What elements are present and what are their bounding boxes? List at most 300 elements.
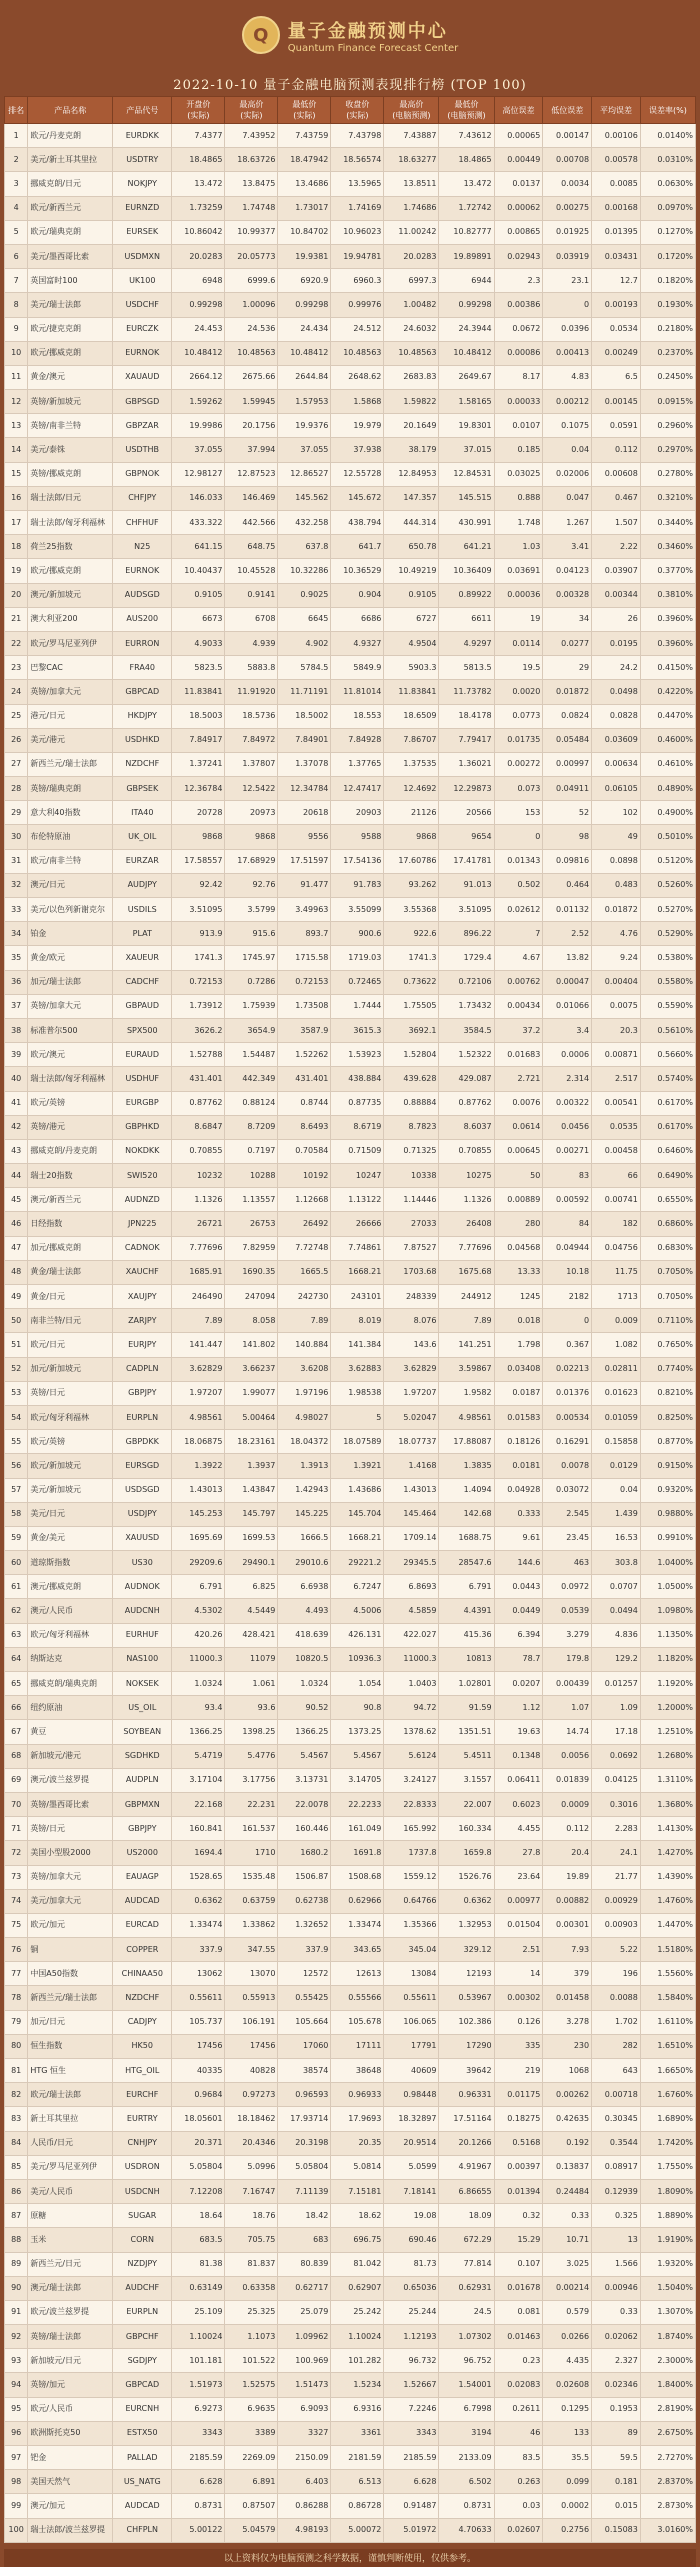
value-cell: 106.191 [225, 2010, 278, 2034]
rank-cell: 69 [5, 1768, 28, 1792]
value-cell: 1719.03 [331, 946, 384, 970]
value-cell: 1.13557 [225, 1188, 278, 1212]
product-code-cell: EURGBP [113, 1091, 172, 1115]
value-cell: 6.86655 [439, 2179, 494, 2203]
product-name-cell: 欧元/南非兰特 [28, 849, 113, 873]
value-cell: 0.70855 [172, 1139, 225, 1163]
value-cell: 1.3835 [439, 1454, 494, 1478]
value-cell: 91.477 [278, 873, 331, 897]
value-cell: 101.282 [331, 2349, 384, 2373]
rank-cell: 48 [5, 1260, 28, 1284]
value-cell: 96.752 [439, 2349, 494, 2373]
rank-cell: 70 [5, 1792, 28, 1816]
value-cell: 0.64766 [384, 1889, 439, 1913]
value-cell: 1.09962 [278, 2325, 331, 2349]
value-cell: 1.6650% [640, 2059, 695, 2083]
table-row [5, 1381, 696, 1405]
value-cell: 2.545 [543, 1502, 592, 1526]
value-cell: 0.0310% [640, 148, 695, 172]
table-row [5, 2373, 696, 2397]
value-cell: 0.87762 [172, 1091, 225, 1115]
value-cell: 0.01394 [494, 2179, 543, 2203]
value-cell: 19.9381 [278, 244, 331, 268]
value-cell: 22.2233 [331, 1792, 384, 1816]
rank-cell: 37 [5, 994, 28, 1018]
rank-cell: 98 [5, 2470, 28, 2494]
value-cell: 0.72153 [278, 970, 331, 994]
value-cell: 6645 [278, 607, 331, 631]
value-cell: 12.36784 [172, 777, 225, 801]
value-cell: 0.6362 [439, 1889, 494, 1913]
value-cell: 1.43847 [225, 1478, 278, 1502]
value-cell: 1245 [494, 1285, 543, 1309]
value-cell: 0.00065 [494, 124, 543, 148]
table-row [5, 946, 696, 970]
table-row [5, 2421, 696, 2445]
value-cell: 0.8250% [640, 1405, 695, 1429]
value-cell: 0.081 [494, 2300, 543, 2324]
value-cell: 2649.67 [439, 365, 494, 389]
value-cell: 1.5180% [640, 1938, 695, 1962]
value-cell: 24.6032 [384, 317, 439, 341]
value-cell: 0.112 [592, 438, 641, 462]
product-code-cell: FRA40 [113, 656, 172, 680]
product-code-cell: NOKSEK [113, 1672, 172, 1696]
value-cell: 672.29 [439, 2228, 494, 2252]
rank-cell: 35 [5, 946, 28, 970]
value-cell: 22.168 [172, 1792, 225, 1816]
value-cell: 6.9273 [172, 2397, 225, 2421]
value-cell: 0.009 [592, 1309, 641, 1333]
value-cell: 101.181 [172, 2349, 225, 2373]
value-cell: 0.03072 [543, 1478, 592, 1502]
value-cell: 0.5740% [640, 1067, 695, 1091]
value-cell: 19.08 [384, 2204, 439, 2228]
value-cell: 23.45 [543, 1526, 592, 1550]
logo-chinese-name: 量子金融预测中心 [287, 20, 448, 42]
product-name-cell: 纽约原油 [28, 1696, 113, 1720]
value-cell: 0.015 [592, 2494, 641, 2518]
value-cell: 38.179 [384, 438, 439, 462]
value-cell: 1715.58 [278, 946, 331, 970]
value-cell: 0.02006 [543, 462, 592, 486]
value-cell: 4.435 [543, 2349, 592, 2373]
value-cell: 4.455 [494, 1817, 543, 1841]
value-cell: 7.89 [172, 1309, 225, 1333]
value-cell: 0.63149 [172, 2276, 225, 2300]
table-row [5, 873, 696, 897]
value-cell: 6.6938 [278, 1575, 331, 1599]
value-cell: 0.0187 [494, 1381, 543, 1405]
product-name-cell: 中国A50指数 [28, 1962, 113, 1986]
value-cell: 9868 [384, 825, 439, 849]
product-name-cell: 标准普尔500 [28, 1018, 113, 1042]
value-cell: 13.8475 [225, 172, 278, 196]
value-cell: 2.3 [494, 269, 543, 293]
value-cell: 7.43952 [225, 124, 278, 148]
value-cell: 10338 [384, 1164, 439, 1188]
value-cell: 19 [494, 607, 543, 631]
value-cell: 25.079 [278, 2300, 331, 2324]
rank-cell: 75 [5, 1913, 28, 1937]
product-code-cell: AUDPLN [113, 1768, 172, 1792]
value-cell: 12.4692 [384, 777, 439, 801]
product-code-cell: GBPZAR [113, 414, 172, 438]
table-row [5, 1889, 696, 1913]
value-cell: 1.2680% [640, 1744, 695, 1768]
rank-cell: 86 [5, 2179, 28, 2203]
value-cell: 6611 [439, 607, 494, 631]
rank-cell: 8 [5, 293, 28, 317]
value-cell: 13.4686 [278, 172, 331, 196]
value-cell: 17456 [225, 2034, 278, 2058]
value-cell: 1.13122 [331, 1188, 384, 1212]
value-cell: 0.7650% [640, 1333, 695, 1357]
value-cell: 0.00193 [592, 293, 641, 317]
value-cell: 0.4150% [640, 656, 695, 680]
product-name-cell: 美元/加拿大元 [28, 1889, 113, 1913]
value-cell: 1.52575 [225, 2373, 278, 2397]
value-cell: 6.5 [592, 365, 641, 389]
value-cell: 18.6509 [384, 704, 439, 728]
value-cell: 0.0056 [543, 1744, 592, 1768]
value-cell: 11.00242 [384, 220, 439, 244]
table-row [5, 414, 696, 438]
value-cell: 1.37807 [225, 752, 278, 776]
value-cell: 3.51095 [172, 898, 225, 922]
value-cell: 19.89 [543, 1865, 592, 1889]
rank-cell: 54 [5, 1405, 28, 1429]
column-header: 误差率(%) [640, 97, 695, 124]
value-cell: 0.9910% [640, 1526, 695, 1550]
value-cell: 3343 [172, 2421, 225, 2445]
value-cell: 641.21 [439, 535, 494, 559]
product-name-cell: 加元/日元 [28, 2010, 113, 2034]
value-cell: 0.2960% [640, 414, 695, 438]
value-cell: 0.33 [592, 2300, 641, 2324]
value-cell: 165.992 [384, 1817, 439, 1841]
value-cell: 7.43798 [331, 124, 384, 148]
value-cell: 429.087 [439, 1067, 494, 1091]
table-row [5, 1309, 696, 1333]
value-cell: 37.938 [331, 438, 384, 462]
rank-cell: 88 [5, 2228, 28, 2252]
product-code-cell: CADPLN [113, 1357, 172, 1381]
value-cell: 1068 [543, 2059, 592, 2083]
product-code-cell: USDCNH [113, 2179, 172, 2203]
value-cell: 3.62829 [384, 1357, 439, 1381]
value-cell: 0.02062 [592, 2325, 641, 2349]
value-cell: 0.18275 [494, 2107, 543, 2131]
value-cell: 0.01583 [494, 1405, 543, 1429]
value-cell: 19.89891 [439, 244, 494, 268]
product-code-cell: CADCHF [113, 970, 172, 994]
rank-cell: 10 [5, 341, 28, 365]
value-cell: 38648 [331, 2059, 384, 2083]
rank-cell: 71 [5, 1817, 28, 1841]
value-cell: 3.6208 [278, 1357, 331, 1381]
value-cell: 80.839 [278, 2252, 331, 2276]
value-cell: 1.8890% [640, 2204, 695, 2228]
value-cell: 0.55913 [225, 1986, 278, 2010]
table-row [5, 317, 696, 341]
value-cell: 3.24127 [384, 1768, 439, 1792]
value-cell: 0.3544 [592, 2131, 641, 2155]
value-cell: 1.10024 [172, 2325, 225, 2349]
value-cell: 0.0140% [640, 124, 695, 148]
rank-cell: 17 [5, 511, 28, 535]
rank-cell: 33 [5, 898, 28, 922]
rank-cell: 40 [5, 1067, 28, 1091]
value-cell: 18.63277 [384, 148, 439, 172]
value-cell: 7.74861 [331, 1236, 384, 1260]
rank-cell: 22 [5, 631, 28, 655]
value-cell: 7 [494, 922, 543, 946]
value-cell: 5.4776 [225, 1744, 278, 1768]
rank-cell: 81 [5, 2059, 28, 2083]
column-header: 最高价 (实际) [225, 97, 278, 124]
value-cell: 18.06875 [172, 1430, 225, 1454]
rank-cell: 28 [5, 777, 28, 801]
rank-cell: 29 [5, 801, 28, 825]
product-name-cell: 道琼斯指数 [28, 1551, 113, 1575]
table-row [5, 2325, 696, 2349]
value-cell: 1.054 [331, 1672, 384, 1696]
value-cell: 23.1 [543, 269, 592, 293]
rank-cell: 78 [5, 1986, 28, 2010]
value-cell: 1351.51 [439, 1720, 494, 1744]
value-cell: 0.00946 [592, 2276, 641, 2300]
product-code-cell: USDILS [113, 898, 172, 922]
value-cell: 8.7209 [225, 1115, 278, 1139]
value-cell: 379 [543, 1962, 592, 1986]
value-cell: 0.88884 [384, 1091, 439, 1115]
value-cell: 0.0129 [592, 1454, 641, 1478]
value-cell: 303.8 [592, 1551, 641, 1575]
value-cell: 10232 [172, 1164, 225, 1188]
rank-cell: 23 [5, 656, 28, 680]
value-cell: 0.02213 [543, 1357, 592, 1381]
table-row [5, 656, 696, 680]
value-cell: 10.36529 [331, 559, 384, 583]
value-cell: 0.08917 [592, 2155, 641, 2179]
value-cell: 1.267 [543, 511, 592, 535]
table-row [5, 1696, 696, 1720]
value-cell: 2269.09 [225, 2446, 278, 2470]
value-cell: 2.517 [592, 1067, 641, 1091]
value-cell: 93.262 [384, 873, 439, 897]
value-cell: 0.03919 [543, 244, 592, 268]
product-name-cell: 澳元/波兰兹罗提 [28, 1768, 113, 1792]
product-name-cell: 港元/日元 [28, 704, 113, 728]
value-cell: 20.1756 [225, 414, 278, 438]
value-cell: 0.0498 [592, 680, 641, 704]
value-cell: 0.01683 [494, 1043, 543, 1067]
value-cell: 0.00036 [494, 583, 543, 607]
value-cell: 1.43686 [331, 1478, 384, 1502]
value-cell: 3.4 [543, 1018, 592, 1042]
value-cell: 20.4 [543, 1841, 592, 1865]
value-cell: 0.9105 [172, 583, 225, 607]
product-name-cell: 美元/新土耳其里拉 [28, 148, 113, 172]
product-code-cell: CORN [113, 2228, 172, 2252]
product-code-cell: SWI520 [113, 1164, 172, 1188]
value-cell: 1.52322 [439, 1043, 494, 1067]
value-cell: 0.30345 [592, 2107, 641, 2131]
value-cell: 145.515 [439, 486, 494, 510]
value-cell: 145.253 [172, 1502, 225, 1526]
value-cell: 0.888 [494, 486, 543, 510]
value-cell: 20.371 [172, 2131, 225, 2155]
value-cell: 5.4719 [172, 1744, 225, 1768]
product-code-cell: US2000 [113, 1841, 172, 1865]
value-cell: 11079 [225, 1647, 278, 1671]
rank-cell: 49 [5, 1285, 28, 1309]
product-code-cell: CHFPLN [113, 2518, 172, 2542]
value-cell: 1.0980% [640, 1599, 695, 1623]
value-cell: 0.00147 [543, 124, 592, 148]
value-cell: 7.15181 [331, 2179, 384, 2203]
value-cell: 1.73912 [172, 994, 225, 1018]
value-cell: 4.98561 [172, 1405, 225, 1429]
value-cell: 9.61 [494, 1526, 543, 1550]
value-cell: 0.483 [592, 873, 641, 897]
product-name-cell: 欧元/匈牙利福林 [28, 1623, 113, 1647]
rank-cell: 15 [5, 462, 28, 486]
value-cell: 19.94781 [331, 244, 384, 268]
value-cell: 52 [543, 801, 592, 825]
value-cell: 4.76 [592, 922, 641, 946]
value-cell: 0.87735 [331, 1091, 384, 1115]
value-cell: 0.72153 [172, 970, 225, 994]
value-cell: 0.0614 [494, 1115, 543, 1139]
value-cell: 1.7444 [331, 994, 384, 1018]
value-cell: 1.7420% [640, 2131, 695, 2155]
table-row [5, 1212, 696, 1236]
product-name-cell: 欧元/澳元 [28, 1043, 113, 1067]
value-cell: 1.33474 [172, 1913, 225, 1937]
rank-cell: 92 [5, 2325, 28, 2349]
value-cell: 641.7 [331, 535, 384, 559]
rank-cell: 36 [5, 970, 28, 994]
value-cell: 2.51 [494, 1938, 543, 1962]
value-cell: 133 [543, 2421, 592, 2445]
value-cell: 1.12668 [278, 1188, 331, 1212]
value-cell: 0.04944 [543, 1236, 592, 1260]
table-row [5, 438, 696, 462]
value-cell: 6997.3 [384, 269, 439, 293]
value-cell: 1.4470% [640, 1913, 695, 1937]
value-cell: 12.98127 [172, 462, 225, 486]
value-cell: 0.099 [543, 2470, 592, 2494]
value-cell: 0.0773 [494, 704, 543, 728]
column-header: 最低价 (实际) [278, 97, 331, 124]
value-cell: 1694.4 [172, 1841, 225, 1865]
value-cell: 3.62883 [331, 1357, 384, 1381]
table-row [5, 994, 696, 1018]
value-cell: 3626.2 [172, 1018, 225, 1042]
value-cell: 900.6 [331, 922, 384, 946]
value-cell: 145.464 [384, 1502, 439, 1526]
value-cell: 2.8370% [640, 2470, 695, 2494]
value-cell: 1.59945 [225, 390, 278, 414]
value-cell: 0.23 [494, 2349, 543, 2373]
value-cell: 0.55611 [172, 1986, 225, 2010]
product-code-cell: AUS200 [113, 607, 172, 631]
value-cell: 1378.62 [384, 1720, 439, 1744]
value-cell: 420.26 [172, 1623, 225, 1647]
value-cell: 1713 [592, 1285, 641, 1309]
value-cell: 5.4567 [278, 1744, 331, 1768]
value-cell: 7.84901 [278, 728, 331, 752]
value-cell: 3.279 [543, 1623, 592, 1647]
table-row [5, 293, 696, 317]
value-cell: 10.48412 [172, 341, 225, 365]
value-cell: 0.55566 [331, 1986, 384, 2010]
value-cell: 442.566 [225, 511, 278, 535]
value-cell: 0.02083 [494, 2373, 543, 2397]
value-cell: 81.837 [225, 2252, 278, 2276]
table-row [5, 172, 696, 196]
product-code-cell: AUDCNH [113, 1599, 172, 1623]
table-row [5, 1599, 696, 1623]
product-name-cell: 瑞士法郎/波兰兹罗提 [28, 2518, 113, 2542]
value-cell: 1.54001 [439, 2373, 494, 2397]
value-cell: 5903.3 [384, 656, 439, 680]
value-cell: 0.0137 [494, 172, 543, 196]
value-cell: 1.0500% [640, 1575, 695, 1599]
value-cell: 0.04756 [592, 1236, 641, 1260]
value-cell: 1.97207 [172, 1381, 225, 1405]
value-cell: 6.7998 [439, 2397, 494, 2421]
value-cell: 0.1720% [640, 244, 695, 268]
value-cell: 1675.68 [439, 1260, 494, 1284]
rank-cell: 85 [5, 2155, 28, 2179]
rank-cell: 90 [5, 2276, 28, 2300]
value-cell: 144.6 [494, 1551, 543, 1575]
value-cell: 6.403 [278, 2470, 331, 2494]
value-cell: 1685.91 [172, 1260, 225, 1284]
value-cell: 0.0672 [494, 317, 543, 341]
product-code-cell: ESTX50 [113, 2421, 172, 2445]
value-cell: 0.9105 [384, 583, 439, 607]
table-row [5, 148, 696, 172]
value-cell: 1.4130% [640, 1817, 695, 1841]
table-row [5, 1357, 696, 1381]
product-code-cell: GBPSEK [113, 777, 172, 801]
value-cell: 1.32953 [439, 1913, 494, 1937]
table-row [5, 777, 696, 801]
table-row [5, 1405, 696, 1429]
value-cell: 0.0396 [543, 317, 592, 341]
value-cell: 1.73017 [278, 196, 331, 220]
value-cell: 0.01623 [592, 1381, 641, 1405]
value-cell: 1.36021 [439, 752, 494, 776]
table-row [5, 2131, 696, 2155]
value-cell: 0.0002 [543, 2494, 592, 2518]
value-cell: 7.77696 [172, 1236, 225, 1260]
value-cell: 18.47942 [278, 148, 331, 172]
value-cell: 4.836 [592, 1623, 641, 1647]
table-row [5, 1817, 696, 1841]
product-name-cell: 黄金/欧元 [28, 946, 113, 970]
value-cell: 0.112 [543, 1817, 592, 1841]
product-code-cell: NZDJPY [113, 2252, 172, 2276]
value-cell: 0.0972 [543, 1575, 592, 1599]
value-cell: 0.12939 [592, 2179, 641, 2203]
table-row [5, 704, 696, 728]
product-name-cell: 加元/挪威克朗 [28, 1236, 113, 1260]
